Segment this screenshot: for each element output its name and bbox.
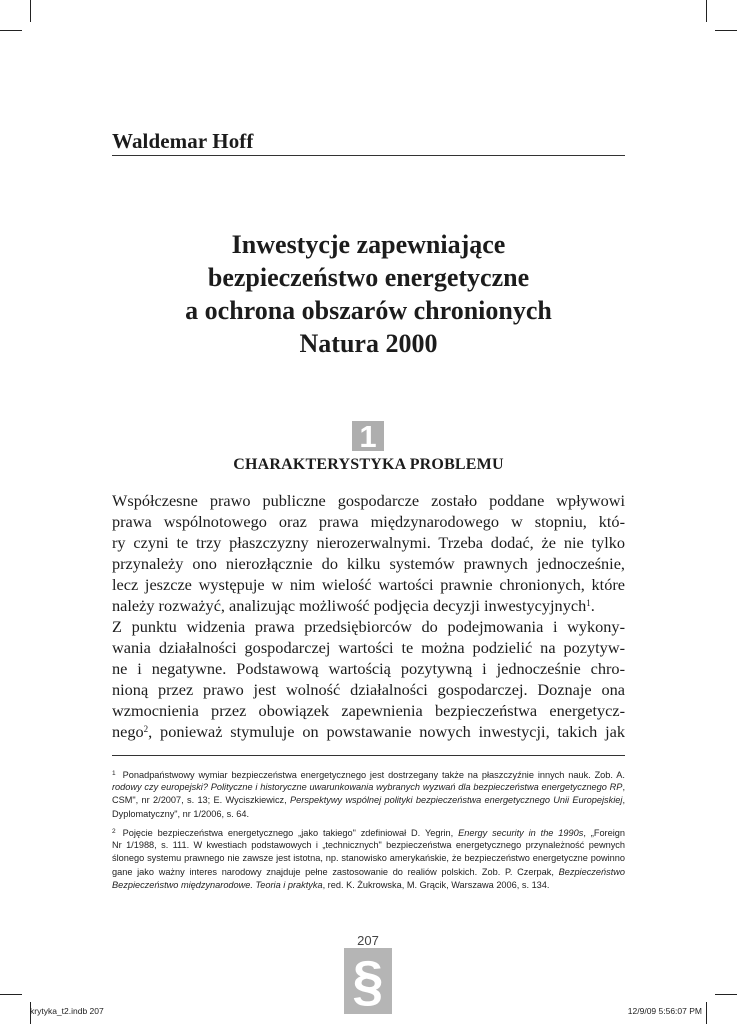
- body-line: nioną przez prawo jest wolność działalności gospodarczej. Doznaje ona: [112, 680, 625, 699]
- crop-mark: [715, 994, 737, 995]
- footnote-number: 2: [112, 828, 116, 835]
- body-text: nego: [112, 722, 144, 741]
- footnote-italic: Bezpieczeństwo międzynarodowe. Teoria i praktyka: [112, 880, 323, 890]
- body-line: prawa wspólnotowego oraz prawa międzynarodowego w stopniu, któ-: [112, 512, 625, 531]
- crop-mark: [0, 30, 22, 31]
- footnote-italic: rodowy czy europejski? Polityczne i historyczne uwarunkowania wybranych wyzwań dla bezpieczeństwa energetycznego RP: [112, 781, 623, 792]
- footnote-text: Ponadpaństwowy wymiar bezpieczeństwa energetycznego jest dostrzegany także na płaszczyźnie innych nauk. Zob. A.: [122, 770, 625, 780]
- body-text: należy rozważyć, analizując możliwość podjęcia decyzji inwestycyjnych: [112, 596, 587, 615]
- body-text: .: [590, 596, 595, 615]
- footnote-line: Dyplomatyczny", nr 1/2006, s. 64.: [112, 808, 250, 819]
- footnote-line: [112, 879, 625, 893]
- body-line: [112, 721, 625, 742]
- footnote-ref: 1: [586, 598, 591, 608]
- title-line: bezpieczeństwo energetyczne: [207, 263, 530, 292]
- footnote-text: , „Foreign: [583, 828, 625, 838]
- body-line: lecz jeszcze występuje w nim wielość wartości prawnie chronionych, które: [112, 575, 625, 594]
- body-line: Z punktu widzenia prawa przedsiębiorców do podejmowania i wykony-: [112, 617, 625, 636]
- footnote-text: ,: [622, 781, 625, 792]
- footnote-line: ślonego systemu prawnego nie zawsze jest istotna, np. stanowisko amerykańskie, że bezpieczeństwo energetyczne powinno: [112, 853, 625, 863]
- footnote-ref: 2: [143, 724, 149, 734]
- crop-mark: [706, 1002, 707, 1024]
- body-line: przynależy ono nierozłącznie do kilku systemów prawnych jednocześnie,: [112, 554, 625, 573]
- crop-mark: [0, 994, 22, 995]
- footnote-line: [112, 825, 625, 839]
- crop-mark: [706, 0, 707, 22]
- crop-mark: [715, 30, 737, 31]
- footnote-text: ,: [622, 795, 625, 805]
- section-mark-logo: §: [344, 948, 392, 1014]
- footnote-text: Pojęcie bezpieczeństwa energetycznego „jako takiego" zdefiniował D. Yegrin,: [122, 828, 459, 838]
- article-title: [112, 228, 625, 360]
- footnote-text: , red. K. Żukrowska, M. Grącik, Warszawa 2006, s. 134.: [322, 880, 550, 890]
- author-rule: [112, 155, 625, 156]
- title-line: a ochrona obszarów chronionych: [185, 296, 552, 325]
- print-slug-date: 12/9/09 5:56:07 PM: [627, 1006, 702, 1016]
- body-line: [112, 595, 625, 616]
- footnote-italic: Bezpieczeństwo: [558, 866, 625, 877]
- body-line: Współczesne prawo publiczne gospodarcze zostało poddane wpływowi: [112, 491, 625, 510]
- chapter-number: 1: [352, 421, 384, 451]
- body-line: ry czyni te trzy płaszczyzny nierozerwalnymi. Trzeba dodać, że nie tylko: [112, 533, 625, 552]
- footnote-text: CSM", nr 2/2007, s. 13; E. Wyciszkiewicz,: [112, 795, 291, 805]
- footnote-1: [112, 767, 625, 821]
- footnote-line: [112, 767, 625, 781]
- footnote-line: [112, 866, 625, 880]
- print-slug-file: krytyka_t2.indb 207: [30, 1006, 104, 1016]
- chapter-title: CHARAKTERYSTYKA PROBLEMU: [233, 456, 504, 473]
- footnote-line: [112, 794, 625, 808]
- author-name: Waldemar Hoff: [112, 129, 254, 153]
- body-paragraph: [112, 490, 625, 742]
- footnote-rule: [112, 755, 625, 756]
- page-number: 207: [357, 933, 379, 948]
- footnote-number: 1: [112, 770, 116, 777]
- title-line: Inwestycje zapewniające: [231, 230, 506, 259]
- footnote-text: gane jako ważny interes narodowy znajduje pełne zastosowanie do realiów polskich. Zob. P. Czerpak,: [112, 866, 559, 877]
- footnote-italic: Perspektywy wspólnej polityki bezpieczeństwa energetycznego Unii Europejskiej: [290, 795, 623, 805]
- body-line: wzmocnienia przez obowiązek zapewnienia bezpieczeństwa energetycz-: [112, 701, 625, 720]
- body-text: , ponieważ stymuluje on powstawanie nowych inwestycji, takich jak: [148, 722, 625, 741]
- footnote-line: [112, 781, 625, 795]
- title-line: Natura 2000: [299, 329, 438, 358]
- body-line: wania działalności gospodarczej wartości te można podzielić na pozytyw-: [112, 638, 625, 657]
- crop-mark: [30, 0, 31, 22]
- footnote-line: Nr 1/1988, s. 111. W kwestiach podstawowych i „technicznych" bezpieczeństwa energetycznego przynależność pewnych: [112, 839, 625, 850]
- footnote-2: [112, 825, 625, 893]
- footnote-italic: Energy security in the 1990s: [458, 828, 584, 838]
- body-line: ne i negatywne. Podstawową wartością pozytywną i jednocześnie chro-: [112, 659, 625, 678]
